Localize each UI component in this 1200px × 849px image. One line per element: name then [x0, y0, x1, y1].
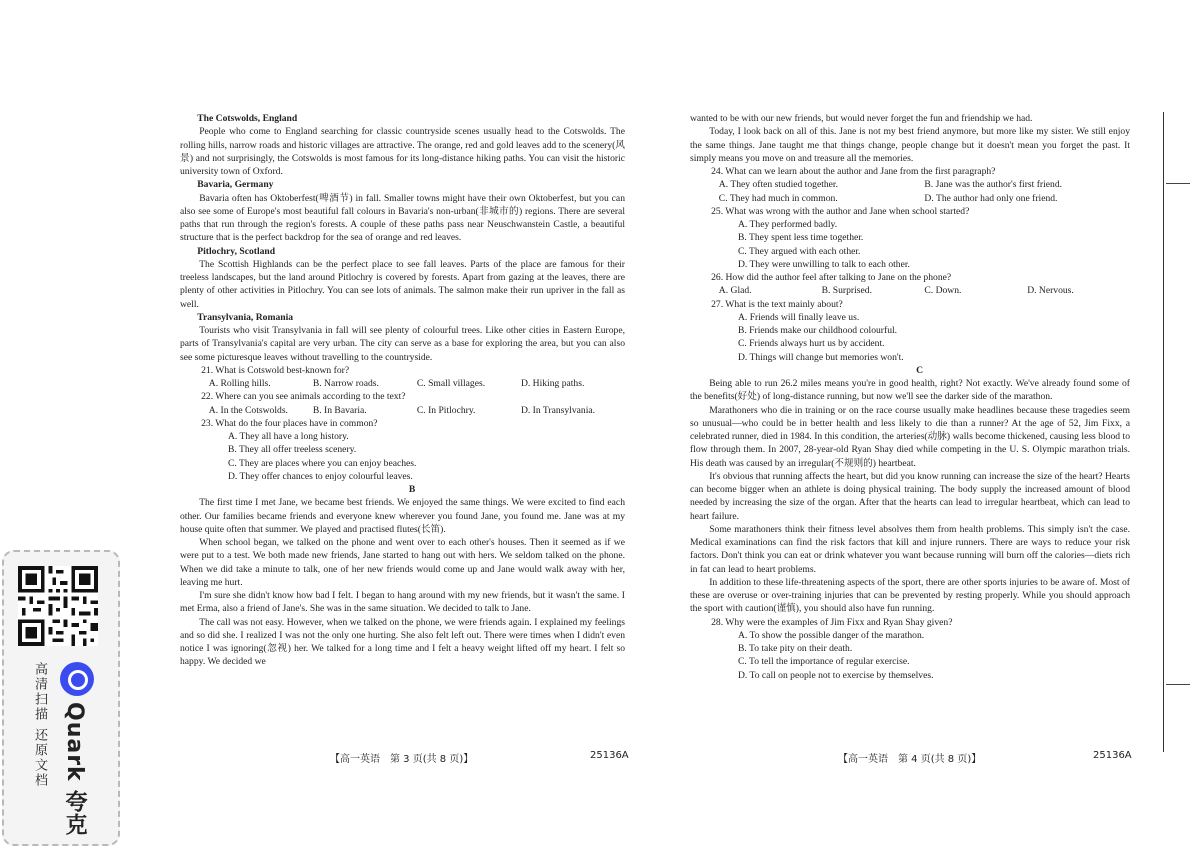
option-item: A. In the Cotswolds. — [208, 404, 288, 416]
paragraph: People who come to England searching for classic countryside scenes usually head to the Cotswolds. The rolling hills, narrow roads and historic villages are attractive. The orange, red and gold leaves add to the scenery(风景) and not surprisingly, the Cotswolds is most famous for its long-distance hiking paths. You can visit the historic university town of Oxford. — [180, 126, 625, 177]
option-item: D. Hiking paths. — [520, 378, 585, 389]
option-item: B. In Bavaria. — [312, 404, 367, 416]
margin-tick — [1166, 684, 1190, 685]
question: 22. Where can you see animals according to the text? — [201, 391, 406, 403]
left-footer-code-wrap — [590, 750, 629, 761]
option-row — [690, 178, 1130, 191]
paragraph: Tourists who visit Transylvania in fall will see plenty of colourful trees. Like other cities in Eastern Europe, parts of Transylvania's capital are very urban. The city can serve as a base for exploring the area, but you can also see some picturesque leaves without travelling to the countryside. — [180, 325, 625, 363]
option-item: C. Friends always hurt us by accident. — [737, 338, 885, 350]
left-page — [180, 112, 625, 669]
option-item: A. Rolling hills. — [208, 378, 271, 389]
option-row — [690, 284, 1130, 297]
section-heading: Transylvania, Romania — [197, 311, 294, 323]
section-letter: C — [916, 364, 924, 376]
right-page-code: 25136A — [1093, 750, 1132, 761]
paragraph: It's obvious that running affects the heart, but did you know running can increase the size of the heart? Hearts can become bigger when an athlete is doing physical training. The body supply the increased amount of blood needed by increasing the size of the organ. After that the hearts can lead to irregular heartbeat, which can lead to heart failure. — [690, 470, 1130, 522]
option-item: D. To call on people not to exercise by themselves. — [737, 669, 934, 681]
option-item: A. Glad. — [718, 285, 752, 297]
left-footer-label: 【高一英语 第 3 页(共 8 页)】 — [330, 754, 474, 765]
option-item: D. They offer chances to enjoy colourful leaves. — [227, 470, 413, 482]
question: 27. What is the text mainly about? — [711, 298, 843, 310]
paragraph: Bavaria often has Oktoberfest(啤酒节) in fall. Smaller towns might have their own Oktoberfest, but you can also see some of Europe's most beautiful fall colours in Bavaria's non-urban(非城市的) regions. There are several paths that run through the region's forests. A couple of these paths pass near Neuschwanstein Castle, a beautiful structure that is the perfect backdrop for the sea of orange and red leaves. — [180, 192, 625, 244]
quark-scan-badge[interactable] — [2, 550, 120, 846]
option-item: C. To tell the importance of regular exercise. — [737, 656, 910, 668]
option-item: B. Surprised. — [821, 285, 872, 297]
margin-tick — [1166, 183, 1190, 184]
option-item: C. In Pitlochry. — [416, 404, 476, 416]
option-item: D. Nervous. — [1027, 285, 1074, 297]
option-item: D. The author had only one friend. — [924, 192, 1058, 204]
option-item: C. Down. — [924, 285, 962, 297]
paragraph: I'm sure she didn't know how bad I felt. I began to hang around with my new friends, but it wasn't the same. I met Erma, also a friend of Jane's. She was in the same situation. We decided to talk to Jane. — [180, 590, 625, 615]
option-item: B. Friends make our childhood colourful. — [737, 325, 898, 336]
paragraph: The first time I met Jane, we became best friends. We enjoyed the same things. We were excited to find each other. Our families became friends and everyone knew wherever you found Jane, you found me. Jane was at my house quite often that summer. We played and practised flutes(长笛). — [180, 497, 625, 535]
quark-slogan: 高清扫描 还原文档 — [32, 662, 47, 789]
option-item: B. To take pity on their death. — [737, 643, 853, 654]
paragraph: When school began, we talked on the phone and went over to each other's houses. Then it seemed as if we were put to a test. We both made new friends, Jane started to hang out with hers. We seldom talked on the phone. When we did take a minute to talk, one of her new friends would come up and Jane would walk away with her, leaving me hurt. — [180, 537, 625, 588]
question: 26. How did the author feel after talking to Jane on the phone? — [711, 272, 952, 283]
question: 28. Why were the examples of Jim Fixx and Ryan Shay given? — [711, 616, 953, 628]
left-page-code: 25136A — [590, 750, 629, 761]
option-row — [180, 377, 625, 390]
option-item: A. They often studied together. — [718, 179, 838, 191]
qr-code-icon[interactable] — [18, 566, 98, 646]
option-item: D. Things will change but memories won't. — [737, 351, 904, 363]
option-item: A. They performed badly. — [737, 219, 838, 230]
paragraph: In addition to these life-threatening aspects of the sport, there are other sports injuries to be aware of. Most of these are overuse or over-training injuries that can be prevented by resting properly. While you should approach the sport with caution(谨慎), you should also have fun running. — [690, 576, 1130, 615]
paragraph: Some marathoners think their fitness level absolves them from health problems. This simply isn't the case. Medical examinations can find the risk factors that kill and injure runners. There are ways to reduce your risk factors. Don't think you can eat or drink whatever you want because running will burn off the calories—diets rich in fat can lead to heart problems. — [690, 523, 1130, 575]
option-row — [690, 192, 1130, 205]
paragraph: Being able to run 26.2 miles means you're in good health, right? Not exactly. We've already found some of the benefits(好处) of long-distance running, but now we'll see the darker side of the marathon. — [690, 378, 1130, 403]
option-item: C. Small villages. — [416, 378, 486, 389]
right-footer-label: 【高一英语 第 4 页(共 8 页)】 — [838, 754, 982, 765]
option-item: A. Friends will finally leave us. — [737, 311, 860, 323]
option-item: B. They all offer treeless scenery. — [227, 444, 357, 456]
paragraph: wanted to be with our new friends, but would never forget the fun and friendship we had. — [690, 113, 1033, 124]
paragraph: Today, I look back on all of this. Jane is not my best friend anymore, but more like my sister. We still enjoy the same things. Jane taught me that things change, people change but it doesn't mean you forget the past. It simply means you move on and treasure all the memories. — [690, 126, 1130, 164]
question: 24. What can we learn about the author and Jane from the first paragraph? — [711, 166, 996, 177]
question: 25. What was wrong with the author and Jane when school started? — [711, 205, 970, 217]
option-row — [180, 404, 625, 417]
option-item: B. Narrow roads. — [312, 378, 379, 389]
right-footer — [838, 750, 981, 765]
paragraph: The call was not easy. However, when we talked on the phone, we were friends again. I explained my feelings and so did she. I realized I was not the only one hurting. She also felt left out. There were times when I didn't even notice I was ignoring(忽视) her. We talked for a long time and I felt a heavy weight lifted off my heart. I felt so happy. We decided we — [180, 616, 625, 668]
option-item: D. In Transylvania. — [520, 404, 596, 416]
question: 23. What do the four places have in common? — [201, 417, 378, 429]
quark-logo-icon — [60, 662, 94, 696]
right-page — [690, 112, 1130, 682]
option-item: C. They had much in common. — [718, 192, 838, 204]
paragraph: Marathoners who die in training or on the race course usually make headlines because these tragedies seem so unusual—who could be in better health and less likely to die than a runner? At the age of 52, Jim Fixx, a celebrated runner, died in 1984. In this condition, the arteries(动脉) walls become thickened, causing less blood to flow through them. In 2007, 28-year-old Ryan Shay died while competing in the U. S. Olympic marathon trials. His death was caused by an irregular(不规则的) heartbeat. — [690, 404, 1130, 469]
left-footer — [330, 750, 473, 765]
option-item: B. Jane was the author's first friend. — [924, 179, 1063, 191]
option-item: B. They spent less time together. — [737, 232, 864, 244]
paragraph: The Scottish Highlands can be the perfect place to see fall leaves. Parts of the place are famous for their treeless landscapes, but the land around Pitlochry is covered by forests. Apart from gazing at the leaves, there are plenty of other activities in Pitlochry. You can see lots of animals. The salmon make their run upriver in the fall as well. — [180, 258, 625, 310]
option-item: D. They were unwilling to talk to each other. — [737, 258, 910, 270]
section-letter: B — [408, 484, 416, 495]
section-heading: The Cotswolds, England — [197, 113, 298, 124]
section-heading: Bavaria, Germany — [197, 179, 274, 191]
margin-line — [1163, 112, 1164, 752]
right-footer-code-wrap — [1093, 750, 1132, 761]
option-item: C. They are places where you can enjoy beaches. — [227, 457, 417, 469]
section-heading: Pitlochry, Scotland — [197, 245, 276, 257]
question: 21. What is Cotswold best-known for? — [201, 364, 350, 376]
option-item: A. To show the possible danger of the marathon. — [737, 629, 925, 641]
option-item: A. They all have a long history. — [227, 431, 349, 442]
option-item: C. They argued with each other. — [737, 245, 861, 257]
quark-brand: Quark 夸克 — [62, 702, 87, 837]
